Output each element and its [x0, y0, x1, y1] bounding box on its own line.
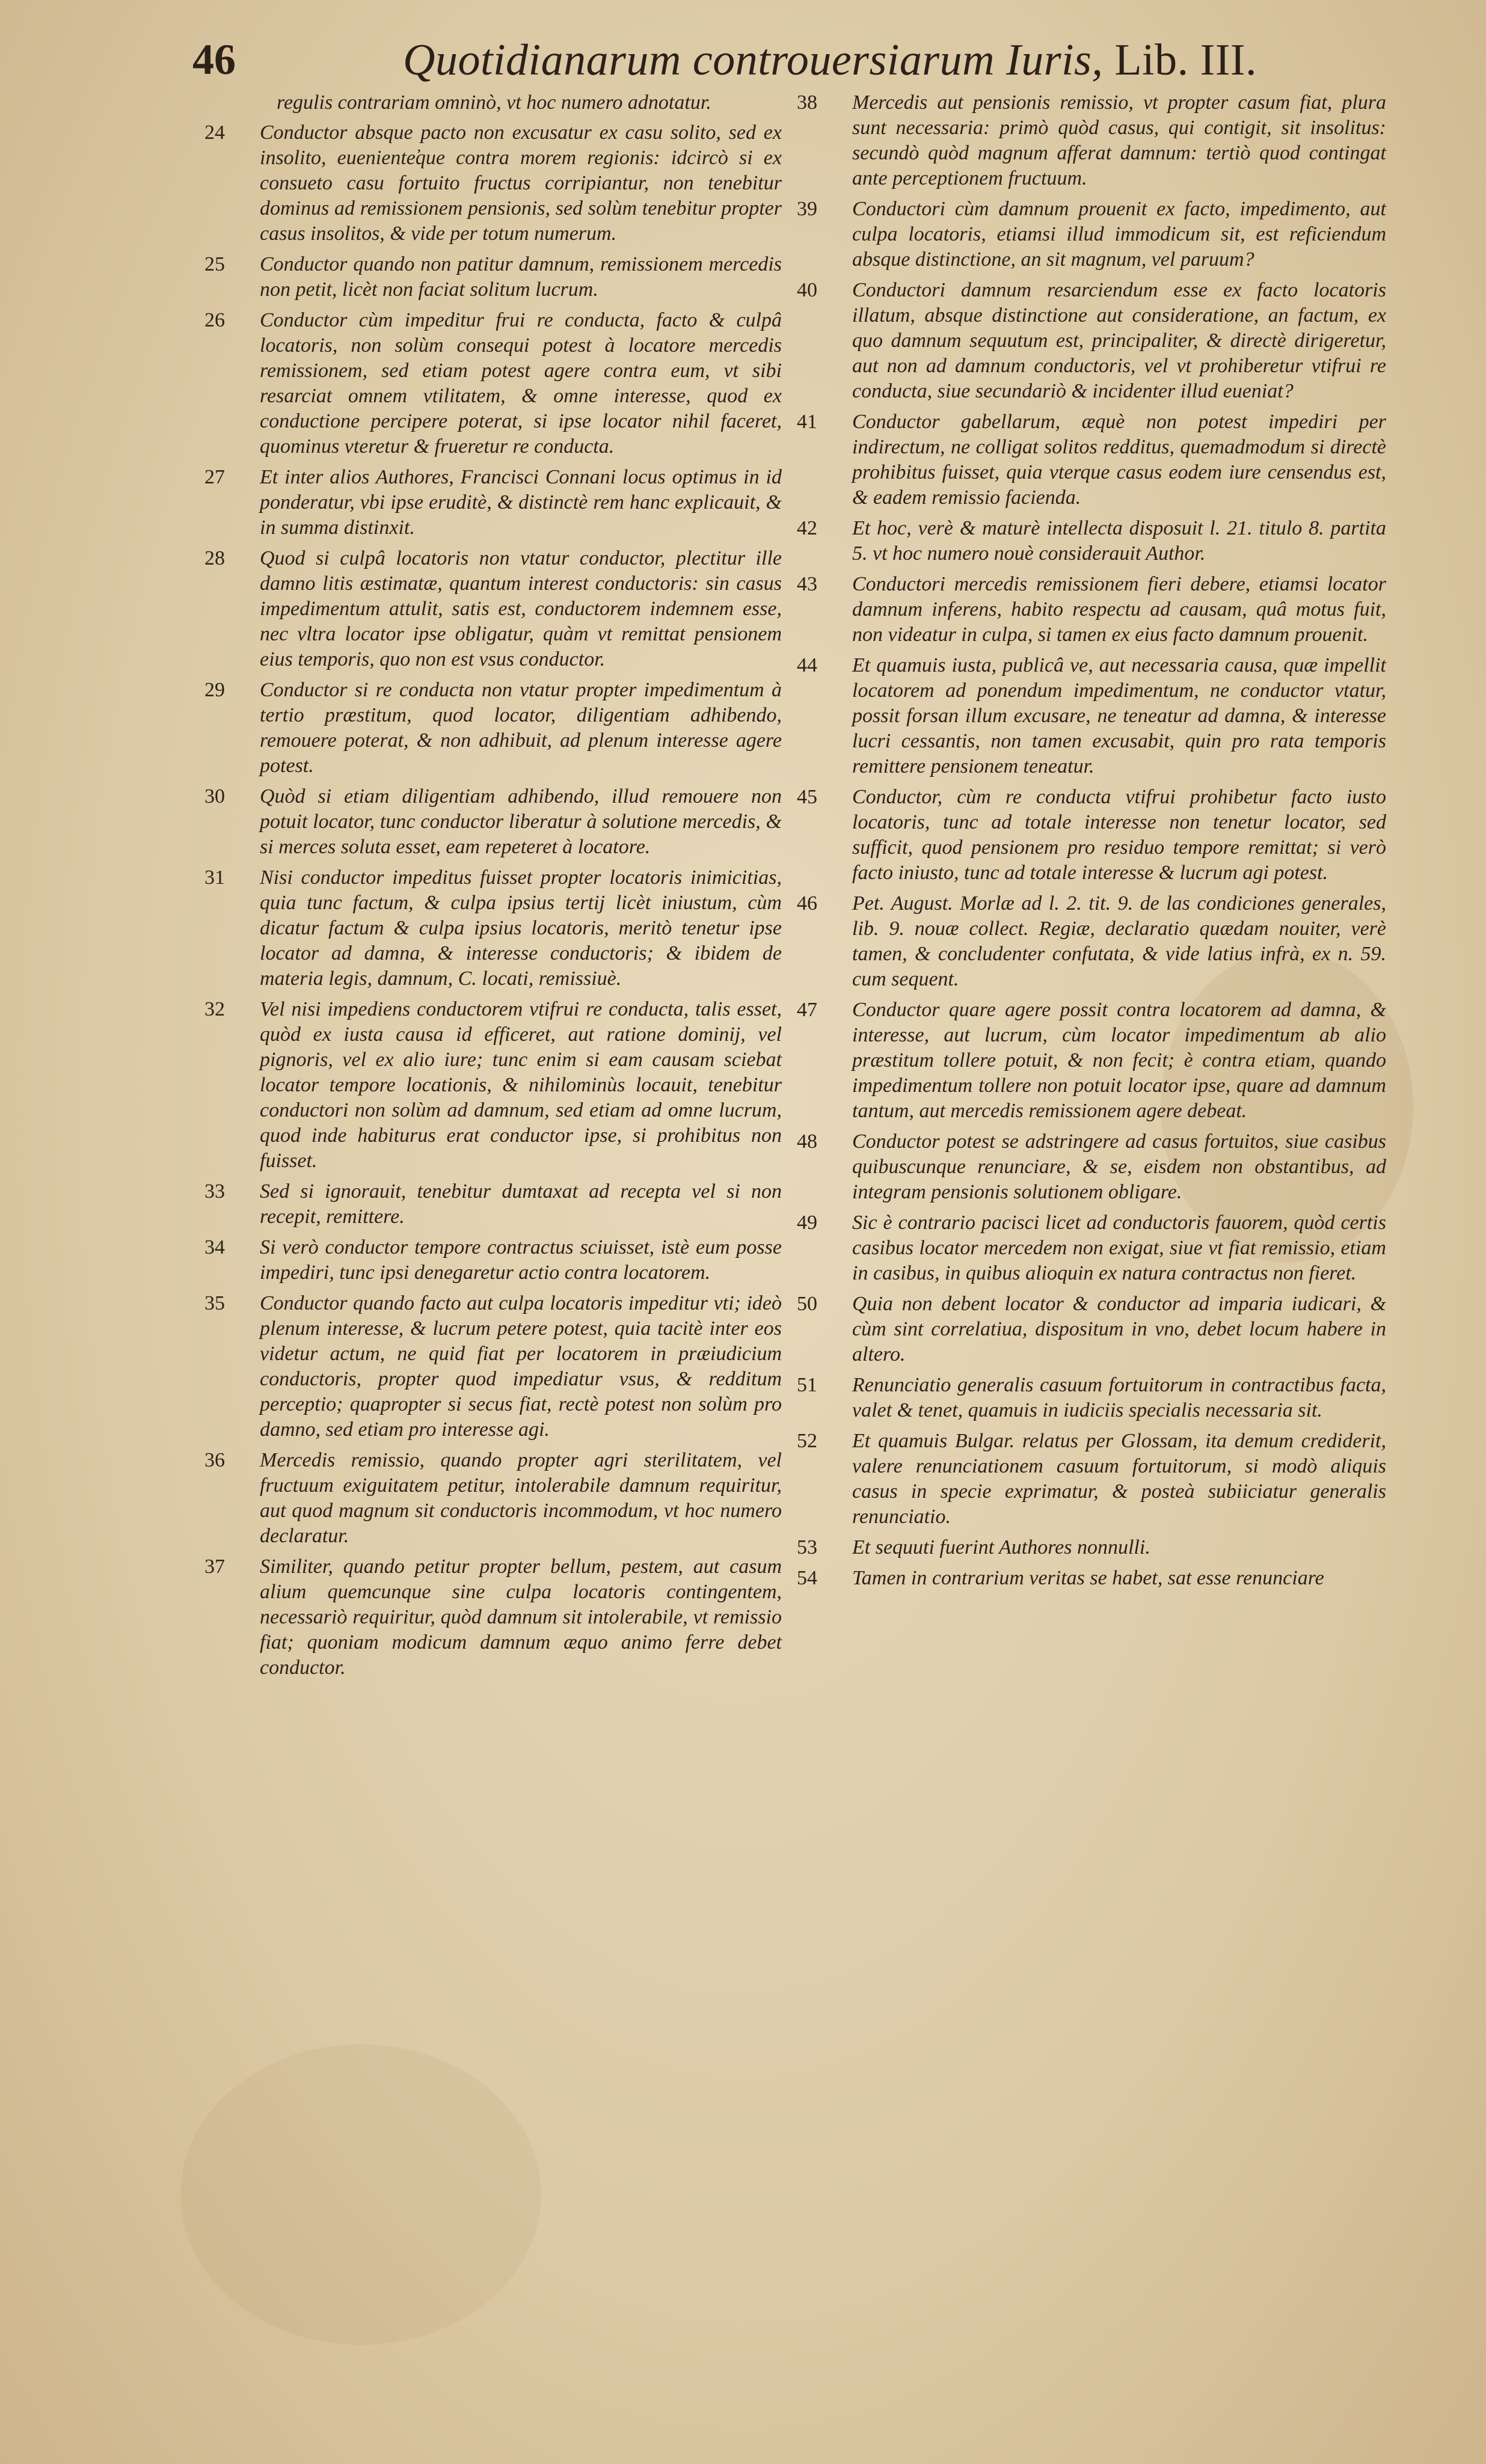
paper-stain	[180, 2044, 541, 2345]
entry-number: 29	[204, 679, 225, 701]
summary-entry	[797, 998, 1386, 1124]
summary-entry	[204, 1291, 782, 1442]
entry-text: Quòd si etiam diligentiam adhibendo, illud remouere non potuit locator, tunc conductor liberatur à solutione mercedis, & si merces soluta esset, eam repeteret à locatore.	[260, 785, 782, 858]
entry-number: 53	[797, 1536, 817, 1558]
entry-number: 30	[204, 785, 225, 808]
entry-number: 33	[204, 1180, 225, 1203]
summary-entry	[204, 865, 782, 991]
entry-number: 36	[204, 1449, 225, 1471]
entry-number: 25	[204, 253, 225, 275]
summary-entry	[204, 1179, 782, 1230]
summary-entry	[204, 465, 782, 541]
page-number: 46	[192, 35, 236, 84]
entry-number: 48	[797, 1130, 817, 1153]
entry-text: Et quamuis Bulgar. relatus per Glossam, ita demum crediderit, valere renunciationem casuum fortuitorum, si modò aliquis casus in specie exprimatur, & posteà subiiciatur generalis renunciatio.	[852, 1430, 1386, 1528]
summary-entry	[797, 197, 1386, 272]
entry-number: 38	[797, 91, 817, 114]
summary-entry	[797, 1566, 1386, 1591]
entry-number: 37	[204, 1555, 225, 1578]
summary-entry	[797, 516, 1386, 566]
entry-number: 49	[797, 1212, 817, 1234]
entry-number: 47	[797, 999, 817, 1021]
entry-text: Si verò conductor tempore contractus sciuisset, istè eum posse impediri, tunc ipsi denegaretur actio contra locatorem.	[260, 1236, 782, 1284]
summary-entry	[797, 1129, 1386, 1205]
entry-number: 35	[204, 1292, 225, 1314]
summary-entry	[204, 1448, 782, 1549]
summary-entry	[204, 1554, 782, 1681]
entry-number: 40	[797, 279, 817, 301]
entry-text: Conductor quando non patitur damnum, remissionem mercedis non petit, licèt non faciat solitum lucrum.	[260, 253, 782, 301]
entry-text: Conductor quare agere possit contra locatorem ad damna, & interesse, aut lucrum, cùm locator impedimentum ab alio præstitum tollere potuit, & non fecit; è contra etiam, quando impedimentum tollere non potuit locator ipse, quare ad damnum tantum, aut mercedis remissionem agere debeat.	[852, 999, 1386, 1122]
entry-number: 41	[797, 411, 817, 433]
running-title-text: Quotidianarum controuersiarum Iuris,	[403, 35, 1104, 85]
summary-entry	[797, 90, 1386, 191]
entry-number: 34	[204, 1236, 225, 1258]
entry-number: 42	[797, 517, 817, 539]
entry-text: Conductor, cùm re conducta vtifrui prohibetur facto iusto locatoris, tunc ad totale interesse non tenetur locator, sed sufficit, quod pensionem pro residuo tempore remittat; si verò facto iniusto, tunc ad totale interesse & lucrum agi potest.	[852, 786, 1386, 884]
entry-number: 51	[797, 1374, 817, 1396]
entry-text: Conductor potest se adstringere ad casus fortuitos, siue casibus quibuscunque renunciare, & se, eisdem non obstantibus, ad integram pensionis solutionem obligare.	[852, 1130, 1386, 1203]
entry-text: Pet. August. Morlæ ad l. 2. tit. 9. de las condiciones generales, lib. 9. nouæ collect. Regiæ, declaratio quædam nouiter, verè tamen, & concludenter confutata, & vide latius infrà, ex n. 59. cum sequent.	[852, 892, 1386, 990]
entry-number: 26	[204, 309, 225, 331]
entry-text: Vel nisi impediens conductorem vtifrui re conducta, talis esset, quòd ex iusta causa id efficeret, aut ratione dominij, vel pignoris, vel ex alio iure; tunc enim si eam causam sciebat locator tempore locationis, & nihilominùs locauit, tenebitur conductori non solùm ad damnum, sed etiam ad omne lucrum, quod inde habiturus erat conductor ipse, si prohibitus non fuisset.	[260, 998, 782, 1172]
entry-number: 43	[797, 573, 817, 595]
entry-text: Renunciatio generalis casuum fortuitorum in contractibus facta, valet & tenet, quamuis in iudiciis specialis necessaria sit.	[852, 1374, 1386, 1421]
entry-text: Mercedis remissio, quando propter agri sterilitatem, vel fructuum exiguitatem petitur, intolerabile damnum requiritur, aut quod magnum sit conductoris incommodum, vt hoc numero declaratur.	[260, 1449, 782, 1547]
summary-entry	[797, 1373, 1386, 1423]
entry-text: Conductor cùm impeditur frui re conducta, facto & culpâ locatoris, non solùm consequi potest à locatore mercedis remissionem, sed etiam potest agere contra eum, vt sibi resarciat omnem vtilitatem, & omne interesse, quod ex conductione percipere poterat, si ipse locator nihil faceret, quominus vteretur & frueretur re conducta.	[260, 309, 782, 458]
entry-number: 54	[797, 1567, 817, 1589]
summary-entry	[797, 891, 1386, 992]
entry-number: 45	[797, 786, 817, 808]
entry-number: 31	[204, 866, 225, 889]
entry-text: Conductor absque pacto non excusatur ex casu solito, sed ex insolito, eueniente̕que contra morem regionis: idcircò si ex consueto casu fortuito fructus corripiantur, non tenebitur dominus ad remissionem pensionis, sed solùm tenebitur propter casus insolitos, & vide per totum numerum.	[260, 121, 782, 245]
entry-text: Quia non debent locator & conductor ad imparia iudicari, & cùm sint correlatiua, dispositum in vno, debet locum habere in altero.	[852, 1293, 1386, 1365]
entry-text: Conductor quando facto aut culpa locatoris impeditur vti; ideò plenum interesse, & lucrum petere potest, quia tacitè inter eos videtur actum, ne quid fiat per locatorem in præiudicium conductoris, propter quod impediatur vsus, & redditum perceptio; quapropter si secus fiat, rectè potest non solùm pro damno, sed etiam pro interesse agi.	[260, 1292, 782, 1441]
entry-number: 50	[797, 1293, 817, 1315]
summary-entry	[204, 1235, 782, 1286]
entry-text: Conductor gabellarum, æquè non potest impediri per indirectum, ne colligat solitos redditus, quemadmodum si directè prohibitus fuisset, quia vterque casus eodem iure censendus est, & eadem remissio facienda.	[852, 411, 1386, 509]
summary-entry	[797, 785, 1386, 886]
summary-entry	[797, 409, 1386, 510]
summary-entry	[204, 120, 782, 247]
summary-entry	[797, 1210, 1386, 1286]
summary-entry	[797, 1429, 1386, 1530]
continuation-text: regulis contrariam omninò, vt hoc numero adnotatur.	[277, 91, 711, 114]
entry-text: Mercedis aut pensionis remissio, vt propter casum fiat, plura sunt necessaria: primò quòd casus, qui contigit, sit insolitus: secundò quòd magnum afferat damnum: tertiò quod contingat ante perceptionem fructuum.	[852, 91, 1386, 189]
entry-text: Et sequuti fuerint Authores nonnulli.	[852, 1536, 1150, 1558]
entry-number: 32	[204, 998, 225, 1020]
entry-number: 46	[797, 892, 817, 915]
entry-text: Conductori cùm damnum prouenit ex facto, impedimento, aut culpa locatoris, etiamsi illud immodicum sit, est reficiendum absque distinctione, an sit magnum, vel paruum?	[852, 198, 1386, 271]
summary-entry	[204, 784, 782, 860]
summary-entry	[797, 1535, 1386, 1560]
entry-number: 28	[204, 547, 225, 569]
entry-text: Conductori mercedis remissionem fieri debere, etiamsi locator damnum inferens, habito respectu ad causam, quâ motus fuit, non videatur in culpa, si tamen ex eius facto damnum prouenit.	[852, 573, 1386, 646]
entry-text: Sic è contrario pacisci licet ad conductoris fauorem, quòd certis casibus locator mercedem non exigat, siue vt fiat remissio, etiam in casibus, in quibus alioquin ex natura contractus non fieret.	[852, 1212, 1386, 1284]
entry-text: Tamen in contrarium veritas se habet, sat esse renunciare	[852, 1567, 1324, 1589]
summary-entry	[797, 653, 1386, 779]
entry-number: 24	[204, 121, 225, 144]
entry-text: Quod si culpâ locatoris non vtatur conductor, plectitur ille damno litis æstimatæ, quantum interest conductoris: sin casus impedimentum attulit, satis est, conductorem indemnem esse, nec vltra locator ipse obligatur, quàm vt remittat pensionem eius temporis, quo non est vsus conductor.	[260, 547, 782, 670]
summary-entry	[204, 252, 782, 302]
summary-entry	[797, 1292, 1386, 1367]
summary-entry	[204, 308, 782, 459]
summary-entry	[797, 278, 1386, 404]
entry-text: Et hoc, verè & maturè intellecta disposuit l. 21. titulo 8. partita 5. vt hoc numero nouè considerauit Author.	[852, 517, 1386, 565]
summary-entry	[204, 678, 782, 779]
entry-number: 44	[797, 654, 817, 676]
entry-text: Sed si ignorauit, tenebitur dumtaxat ad recepta vel si non recepit, remittere.	[260, 1180, 782, 1228]
entry-number: 27	[204, 466, 225, 488]
entry-text: Conductor si re conducta non vtatur propter impedimentum à tertio præstitum, quod locator, diligentiam adhibendo, remouere poterat, & non adhibuit, ad plenum interesse agere potest.	[260, 679, 782, 777]
entry-text: Similiter, quando petitur propter bellum, pestem, aut casum alium quemcunque sine culpa locatoris contingentem, necessariò requiritur, quòd damnum sit intolerabile, vt remissio fiat; quoniam modicum damnum æquo animo ferre debet conductor.	[260, 1555, 782, 1679]
running-title	[403, 35, 1257, 86]
left-column	[204, 90, 782, 1686]
summary-entry	[797, 572, 1386, 648]
entry-text: Et quamuis iusta, publicâ ve, aut necessaria causa, quæ impellit locatorem ad ponendum impedimentum, ne conductor vtatur, possit forsan illum excusare, ne teneatur ad damna, & interesse lucri cessantis, non tamen excusabit, quin pro rata temporis remittere pensionem teneatur.	[852, 654, 1386, 777]
entry-text: Conductori damnum resarciendum esse ex facto locatoris illatum, absque distinctione aut consideratione, an factum, ex quo damnum sequutum est, principaliter, & directè dirigeretur, aut non ad damnum conductoris, vel vt prohiberetur vtifrui re conducta, siue secundariò & incidenter illud eueniat?	[852, 279, 1386, 402]
entry-number: 39	[797, 198, 817, 220]
summary-entry	[204, 997, 782, 1174]
entry-text: Nisi conductor impeditus fuisset propter locatoris inimicitias, quia tunc factum, & culpa ipsius tertij licèt iniustum, cùm dicatur factum & culpa ipsius locatoris, meritò tenetur ipse locator ad damna, & interesse conductoris; & ibidem de materia legis, damnum, C. locati, remissiuè.	[260, 866, 782, 990]
right-column	[797, 90, 1386, 1596]
book-number: Lib. III.	[1114, 35, 1257, 85]
page-header	[192, 35, 1389, 83]
entry-number: 52	[797, 1430, 817, 1452]
entry-text: Et inter alios Authores, Francisci Connani locus optimus in id ponderatur, vbi ipse eruditè, & distinctè rem hanc explicauit, & in summa distinxit.	[260, 466, 782, 539]
summary-entry	[204, 546, 782, 672]
